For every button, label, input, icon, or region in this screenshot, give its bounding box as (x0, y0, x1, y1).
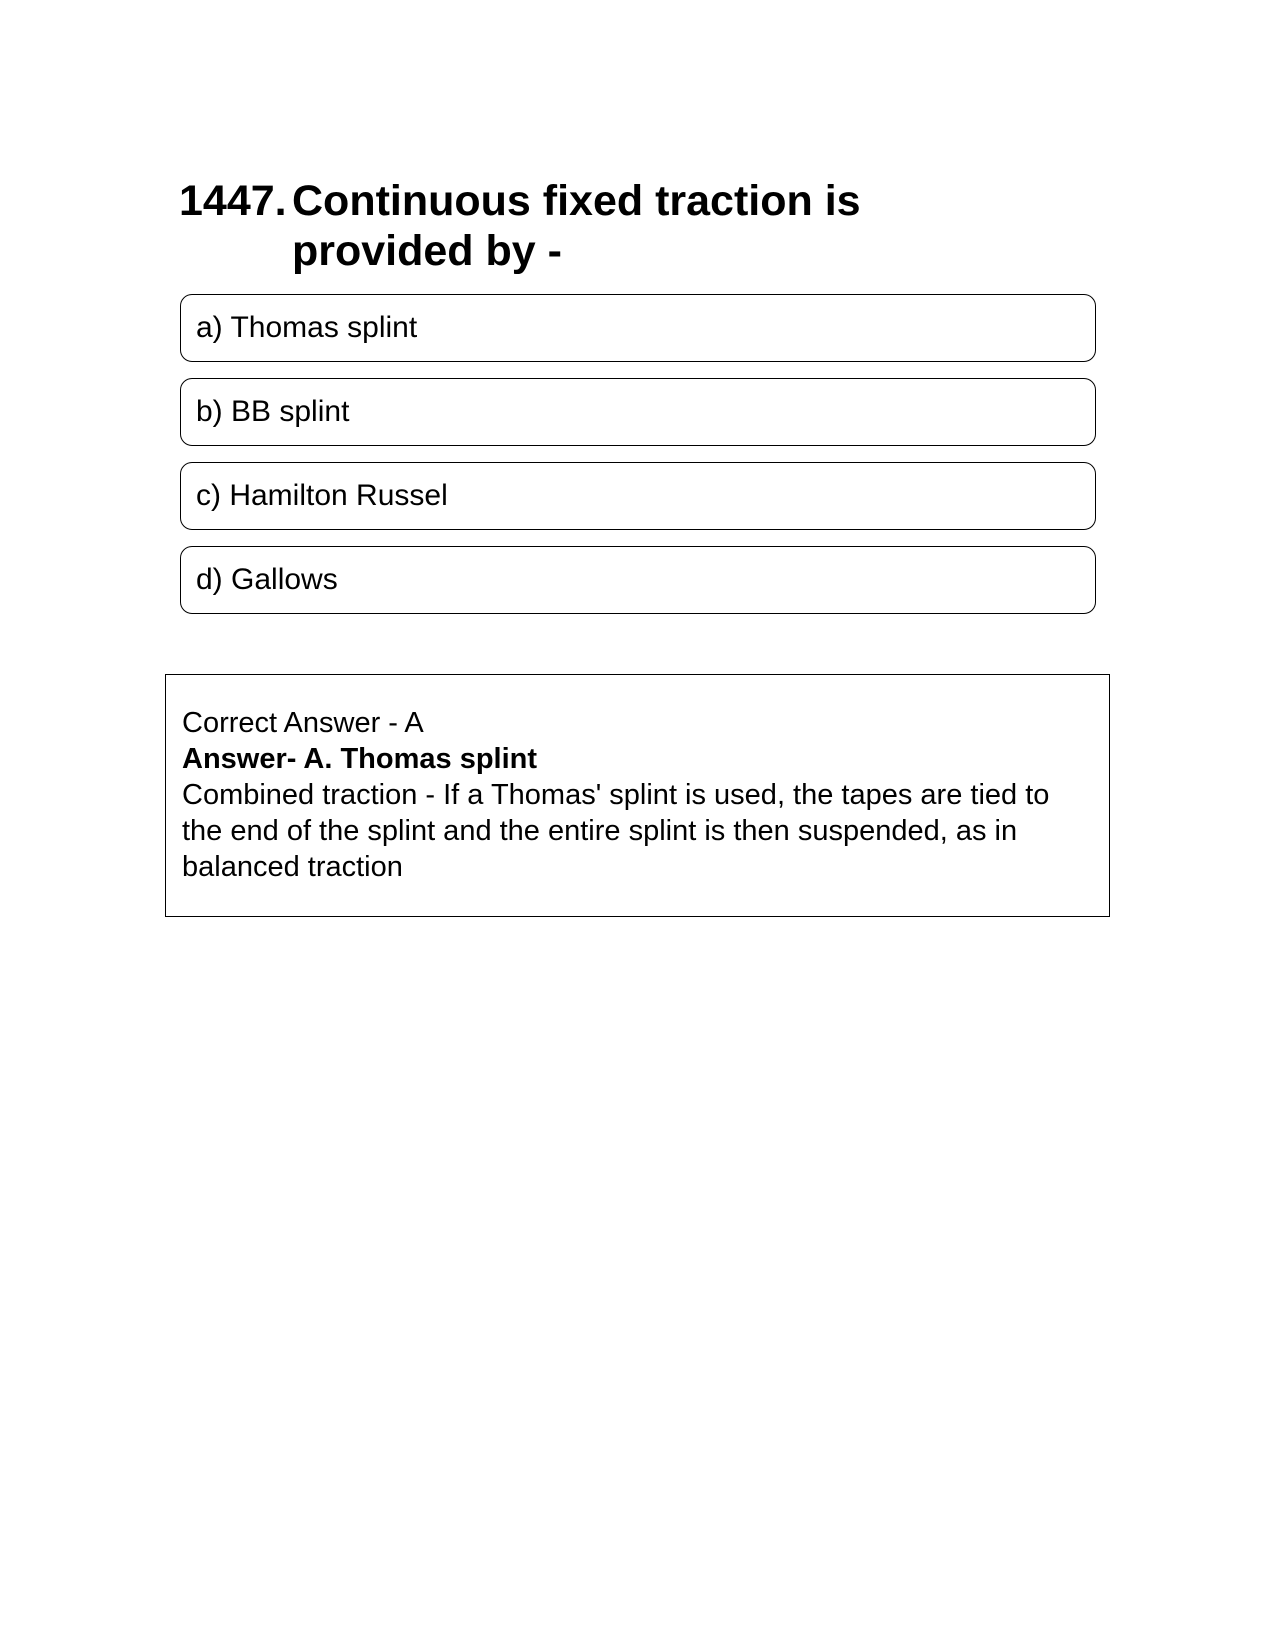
correct-answer-line: Correct Answer - A (182, 707, 424, 739)
answer-explanation: Combined traction - If a Thomas' splint is used, the tapes are tied to the end of the splint and the entire splint is then suspended, as in balanced traction (182, 779, 1050, 883)
option-a[interactable]: a) Thomas splint (180, 294, 1096, 362)
option-d[interactable]: d) Gallows (180, 546, 1096, 614)
answer-title: Answer- A. Thomas splint (182, 743, 538, 775)
question-number: 1447. (179, 177, 287, 225)
question-heading (179, 176, 1099, 276)
option-b[interactable]: b) BB splint (180, 378, 1096, 446)
options-list (180, 294, 1096, 630)
option-c[interactable]: c) Hamilton Russel (180, 462, 1096, 530)
answer-box (165, 674, 1110, 917)
question-text: Continuous fixed traction is provided by - (292, 177, 861, 275)
